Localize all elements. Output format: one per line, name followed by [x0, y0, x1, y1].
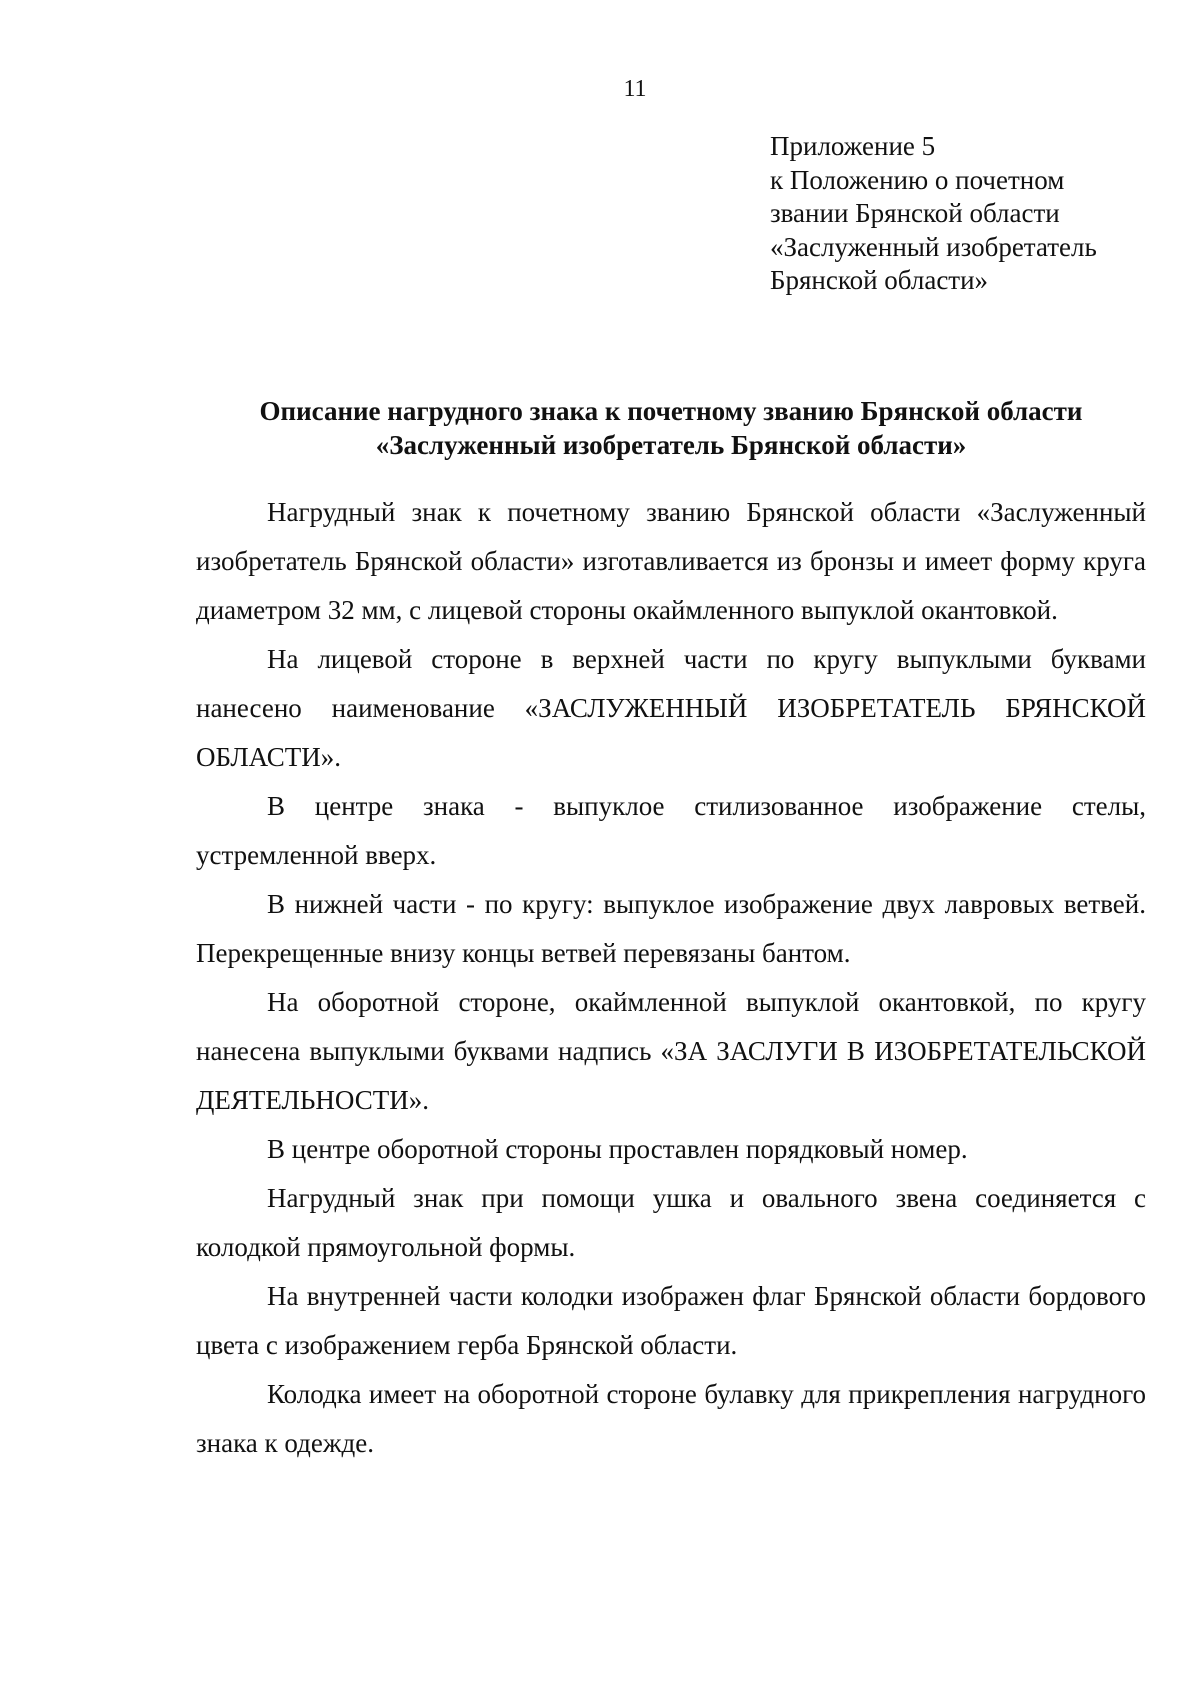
appendix-line: «Заслуженный изобретатель — [770, 231, 1097, 262]
appendix-reference — [770, 130, 1097, 298]
title-line: «Заслуженный изобретатель Брянской области» — [375, 430, 967, 460]
document-title — [196, 394, 1146, 462]
page-number: 11 — [623, 76, 647, 102]
appendix-line: к Положению о почетном — [770, 164, 1065, 195]
paragraph: В нижней части - по кругу: выпуклое изображение двух лавровых ветвей. Перекрещенные внизу концы ветвей перевязаны бантом. — [196, 889, 1146, 968]
appendix-line: Брянской области» — [770, 265, 989, 295]
appendix-line: звании Брянской области — [770, 198, 1060, 228]
title-line: Описание нагрудного знака к почетному званию Брянской области — [259, 396, 1083, 426]
appendix-line: Приложение 5 — [770, 131, 936, 161]
paragraph: Колодка имеет на оборотной стороне булавку для прикрепления нагрудного знака к одежде. — [196, 1379, 1146, 1458]
paragraph: В центре знака - выпуклое стилизованное изображение стелы, устремленной вверх. — [196, 791, 1146, 870]
paragraph: На внутренней части колодки изображен флаг Брянской области бордового цвета с изображением герба Брянской области. — [196, 1281, 1146, 1360]
paragraph: На оборотной стороне, окаймленной выпуклой окантовкой, по кругу нанесена выпуклыми буквами надпись «ЗА ЗАСЛУГИ В ИЗОБРЕТАТЕЛЬСКОЙ ДЕЯТЕЛЬНОСТИ». — [196, 987, 1146, 1115]
document-body — [196, 488, 1146, 1468]
paragraph: Нагрудный знак при помощи ушка и овального звена соединяется с колодкой прямоугольной формы. — [196, 1183, 1146, 1262]
paragraph: На лицевой стороне в верхней части по кругу выпуклыми буквами нанесено наименование «ЗАСЛУЖЕННЫЙ ИЗОБРЕТАТЕЛЬ БРЯНСКОЙ ОБЛАСТИ». — [196, 644, 1146, 772]
paragraph: Нагрудный знак к почетному званию Брянской области «Заслуженный изобретатель Брянской области» изготавливается из бронзы и имеет форму круга диаметром 32 мм, с лицевой стороны окаймленного выпуклой окантовкой. — [196, 497, 1146, 625]
paragraph: В центре оборотной стороны проставлен порядковый номер. — [267, 1134, 968, 1164]
